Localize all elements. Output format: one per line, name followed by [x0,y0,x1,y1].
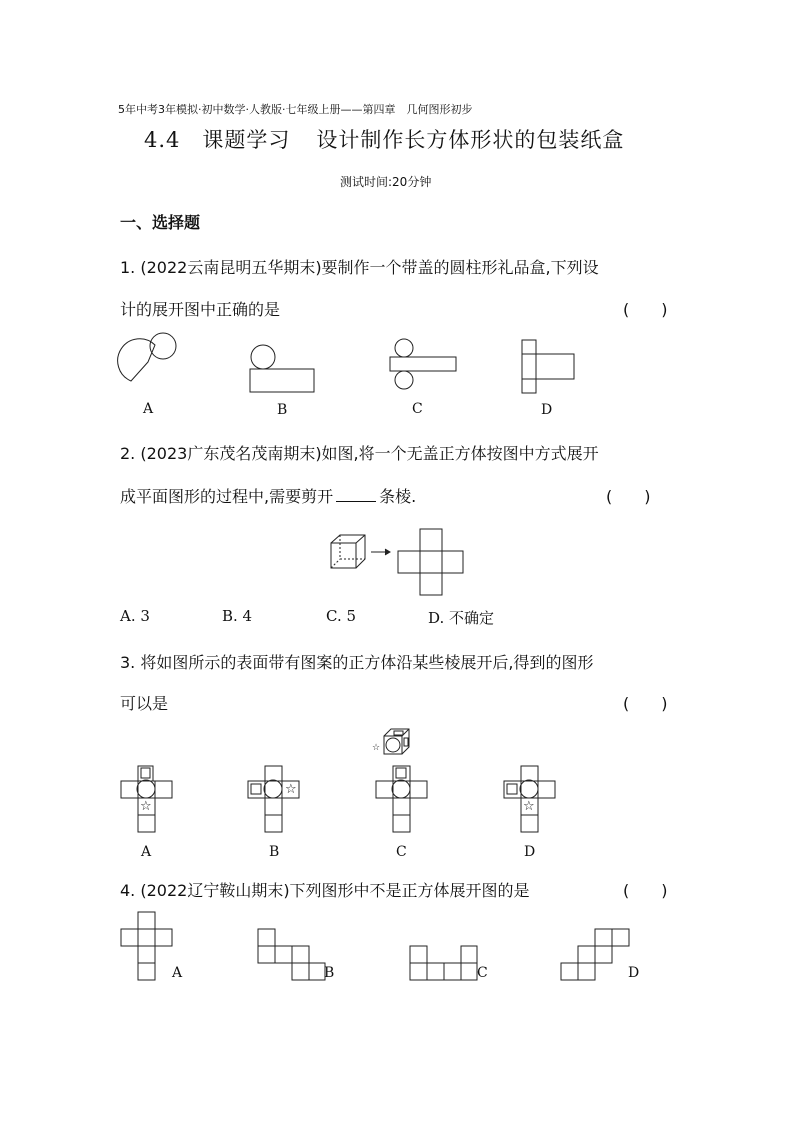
q1-line2: 计的展开图中正确的是 [120,300,281,319]
q4-label-c: C [477,965,488,981]
title-part2: 设计制作长方体形状的包装纸盒 [316,128,625,152]
q2-answer-paren[interactable]: ( ) [606,487,651,506]
q2-line2-end: 条棱. [379,487,417,506]
q4-net-c [410,946,477,980]
q3-d-star-icon: ☆ [523,799,535,814]
q4-label-d: D [628,965,640,981]
q3-a-star-icon: ☆ [140,799,152,814]
q2-option-a[interactable]: A. 3 [120,607,150,625]
q4-answer-paren[interactable]: ( ) [623,881,668,900]
q4-line1: 4. (2022辽宁鞍山期末)下列图形中不是正方体展开图的是 [120,881,530,900]
q1-answer-paren[interactable]: ( ) [623,300,668,319]
lesson-number: 4.4 [144,128,181,152]
q1-label-b: B [277,402,288,418]
q4-net-b [258,929,325,980]
q4-net-a [121,912,172,980]
q3-line2: 可以是 [120,694,169,713]
q1-label-d: D [541,402,553,418]
test-time: 测试时间:20分钟 [340,175,432,189]
q4-net-d [561,929,629,980]
q3-cube-star-icon: ☆ [372,743,381,753]
q3-label-c: C [396,844,407,860]
page-header: 5年中考3年模拟·初中数学·人教版·七年级上册——第四章 几何图形初步 [118,103,473,116]
q2-option-b[interactable]: B. 4 [222,607,253,625]
q3-label-d: D [524,844,536,860]
title-part1: 课题学习 [202,128,291,152]
q3-label-b: B [269,844,280,860]
q3-label-a: A [141,844,152,860]
q2-line1: 2. (2023广东茂名茂南期末)如图,将一个无盖正方体按图中方式展开 [120,444,599,463]
q3-b-star-icon: ☆ [285,782,297,797]
q2-option-d[interactable]: D. 不确定 [428,609,495,627]
q1-label-a: A [143,401,154,417]
q4-label-a: A [172,965,183,981]
q4-label-b: B [324,965,335,981]
q1-label-c: C [412,401,423,417]
q1-line1: 1. (2022云南昆明五华期末)要制作一个带盖的圆柱形礼品盒,下列设 [120,258,599,277]
q3-line1: 3. 将如图所示的表面带有图案的正方体沿某些棱展开后,得到的图形 [120,653,594,672]
section-heading: 一、选择题 [120,213,201,232]
q2-line2-text: 成平面图形的过程中,需要剪开 [120,487,334,506]
q2-option-c[interactable]: C. 5 [326,607,357,625]
q3-answer-paren[interactable]: ( ) [623,694,668,713]
